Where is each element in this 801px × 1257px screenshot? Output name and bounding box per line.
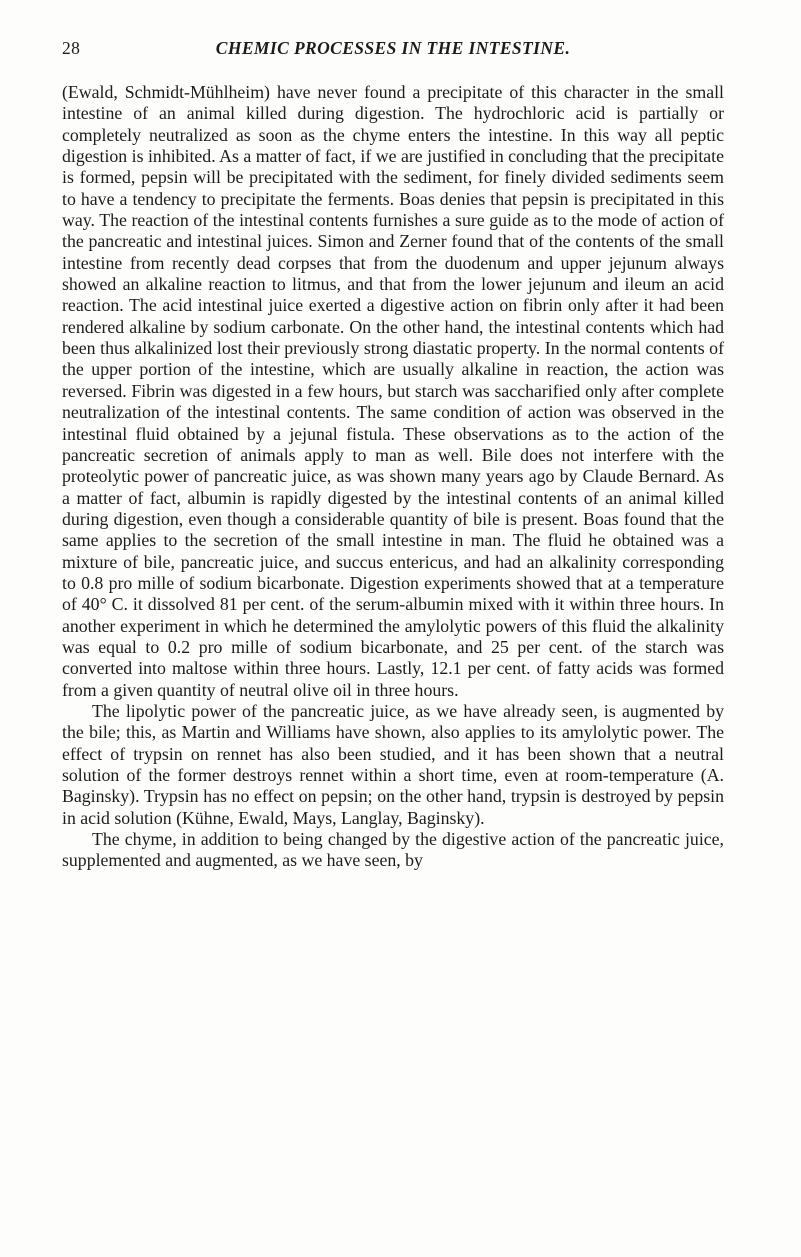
chapter-title: CHEMIC PROCESSES IN THE INTESTINE. (215, 38, 571, 58)
paragraph: The lipolytic power of the pancreatic juice, as we have already seen, is augmented by the bile; this, as Martin and Williams have shown, also applies to its amylolytic power. The effect of trypsin on rennet has also been studied, and it has been shown that a neutral solution of the former destroys rennet within a short time, even at room-temperature (A. Baginsky). Trypsin has no effect on pepsin; on the other hand, trypsin is destroyed by pepsin in acid solution (Kühne, Ewald, Mays, Langlay, Baginsky). (62, 700, 724, 828)
running-head (62, 38, 724, 68)
page-number: 28 (62, 38, 81, 58)
body-text (62, 82, 724, 872)
paragraph: The chyme, in addition to being changed by the digestive action of the pancreatic juice, supplemented and augmented, as we have seen, by (62, 829, 724, 871)
paragraph: (Ewald, Schmidt-Mühlheim) have never found a precipitate of this character in the small intestine of an animal killed during digestion. The hydrochloric acid is partially or completely neutralized as soon as the chyme enters the intestine. In this way all peptic digestion is inhibited. As a matter of fact, if we are justified in concluding that the precipitate is formed, pepsin will be precipitated with the sediment, for finely divided sediments seem to have a tendency to precipitate the ferments. Boas denies that pepsin is precipitated in this way. The reaction of the intestinal contents furnishes a sure guide as to the mode of action of the pancreatic and intestinal juices. Simon and Zerner found that of the contents of the small intestine from recently dead corpses that from the duodenum and upper jejunum always showed an alkaline reaction to litmus, and that from the lower jejunum and ileum an acid reaction. The acid intestinal juice exerted a digestive action on fibrin only after it had been rendered alkaline by sodium carbonate. On the other hand, the intestinal contents which had been thus alkalinized lost their previously strong diastatic property. In the normal contents of the upper portion of the intestine, which are usually alkaline in reaction, the action was reversed. Fibrin was digested in a few hours, but starch was saccharified only after complete neutralization of the intestinal contents. The same condition of action was observed in the intestinal fluid obtained by a jejunal fistula. These observations as to the action of the pancreatic secretion of animals apply to man as well. Bile does not interfere with the proteolytic power of pancreatic juice, as was shown many years ago by Claude Bernard. As a matter of fact, albumin is rapidly digested by the intestinal contents of an animal killed during digestion, even though a considerable quantity of bile is present. Boas found that the same applies to the secretion of the small intestine in man. The fluid he obtained was a mixture of bile, pancreatic juice, and succus entericus, and had an alkalinity corresponding to 0.8 pro mille of sodium bicarbonate. Digestion experiments showed that at a temperature of 40° C. it dissolved 81 per cent. of the serum-albumin mixed with it within three hours. In another experiment in which he determined the amylolytic powers of this fluid the alkalinity was equal to 0.2 pro mille of sodium bicarbonate, and 25 per cent. of the starch was converted into maltose within three hours. Lastly, 12.1 per cent. of fatty acids was formed from a given quantity of neutral olive oil in three hours. (62, 82, 724, 700)
